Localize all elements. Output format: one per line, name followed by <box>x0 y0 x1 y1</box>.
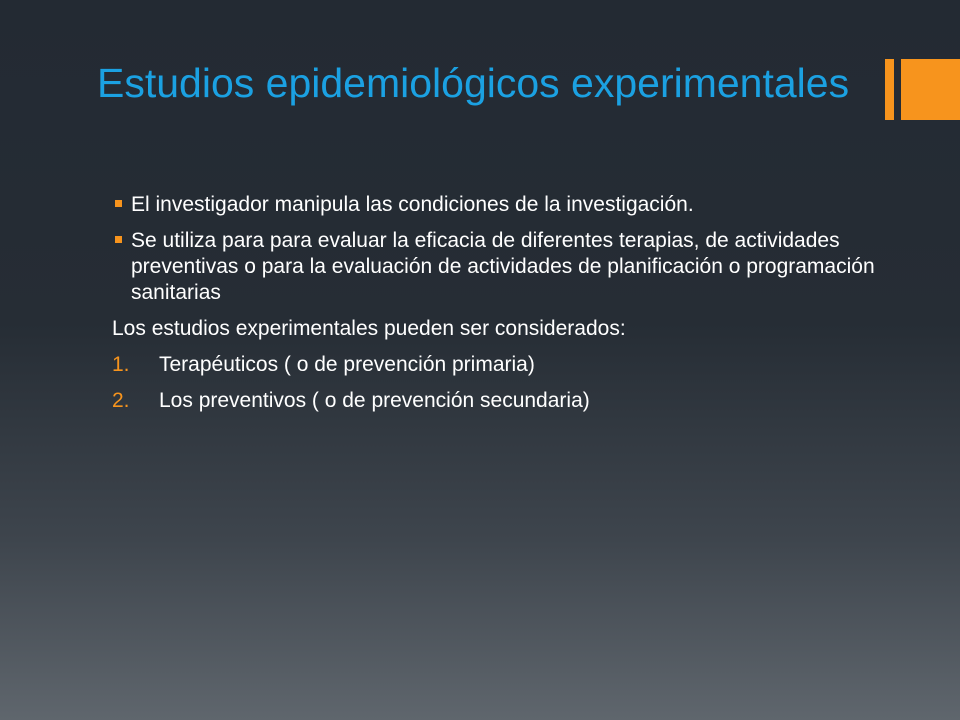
list-number: 1. <box>112 353 130 376</box>
bullet-text: Se utiliza para para evaluar la eficacia de diferentes terapias, de actividades preventivas o para la evaluación de actividades de planificación o programación sanitarias <box>131 229 875 304</box>
square-bullet-icon <box>115 200 122 207</box>
accent-block <box>901 59 960 120</box>
numbered-text: Los preventivos ( o de prevención secundaria) <box>159 389 590 412</box>
bullet-text: El investigador manipula las condiciones de la investigación. <box>131 193 694 216</box>
bullet-item <box>112 192 882 218</box>
accent-bar <box>885 59 894 120</box>
numbered-text: Terapéuticos ( o de prevención primaria) <box>159 353 535 376</box>
intro-paragraph: Los estudios experimentales pueden ser considerados: <box>112 317 626 340</box>
accent-logo-mark <box>885 59 960 120</box>
numbered-item <box>112 352 882 378</box>
slide-content <box>112 192 882 424</box>
numbered-item <box>112 388 882 414</box>
bullet-item <box>112 228 882 306</box>
list-number: 2. <box>112 389 130 412</box>
square-bullet-icon <box>115 236 122 243</box>
slide-title: Estudios epidemiológicos experimentales <box>97 60 850 106</box>
